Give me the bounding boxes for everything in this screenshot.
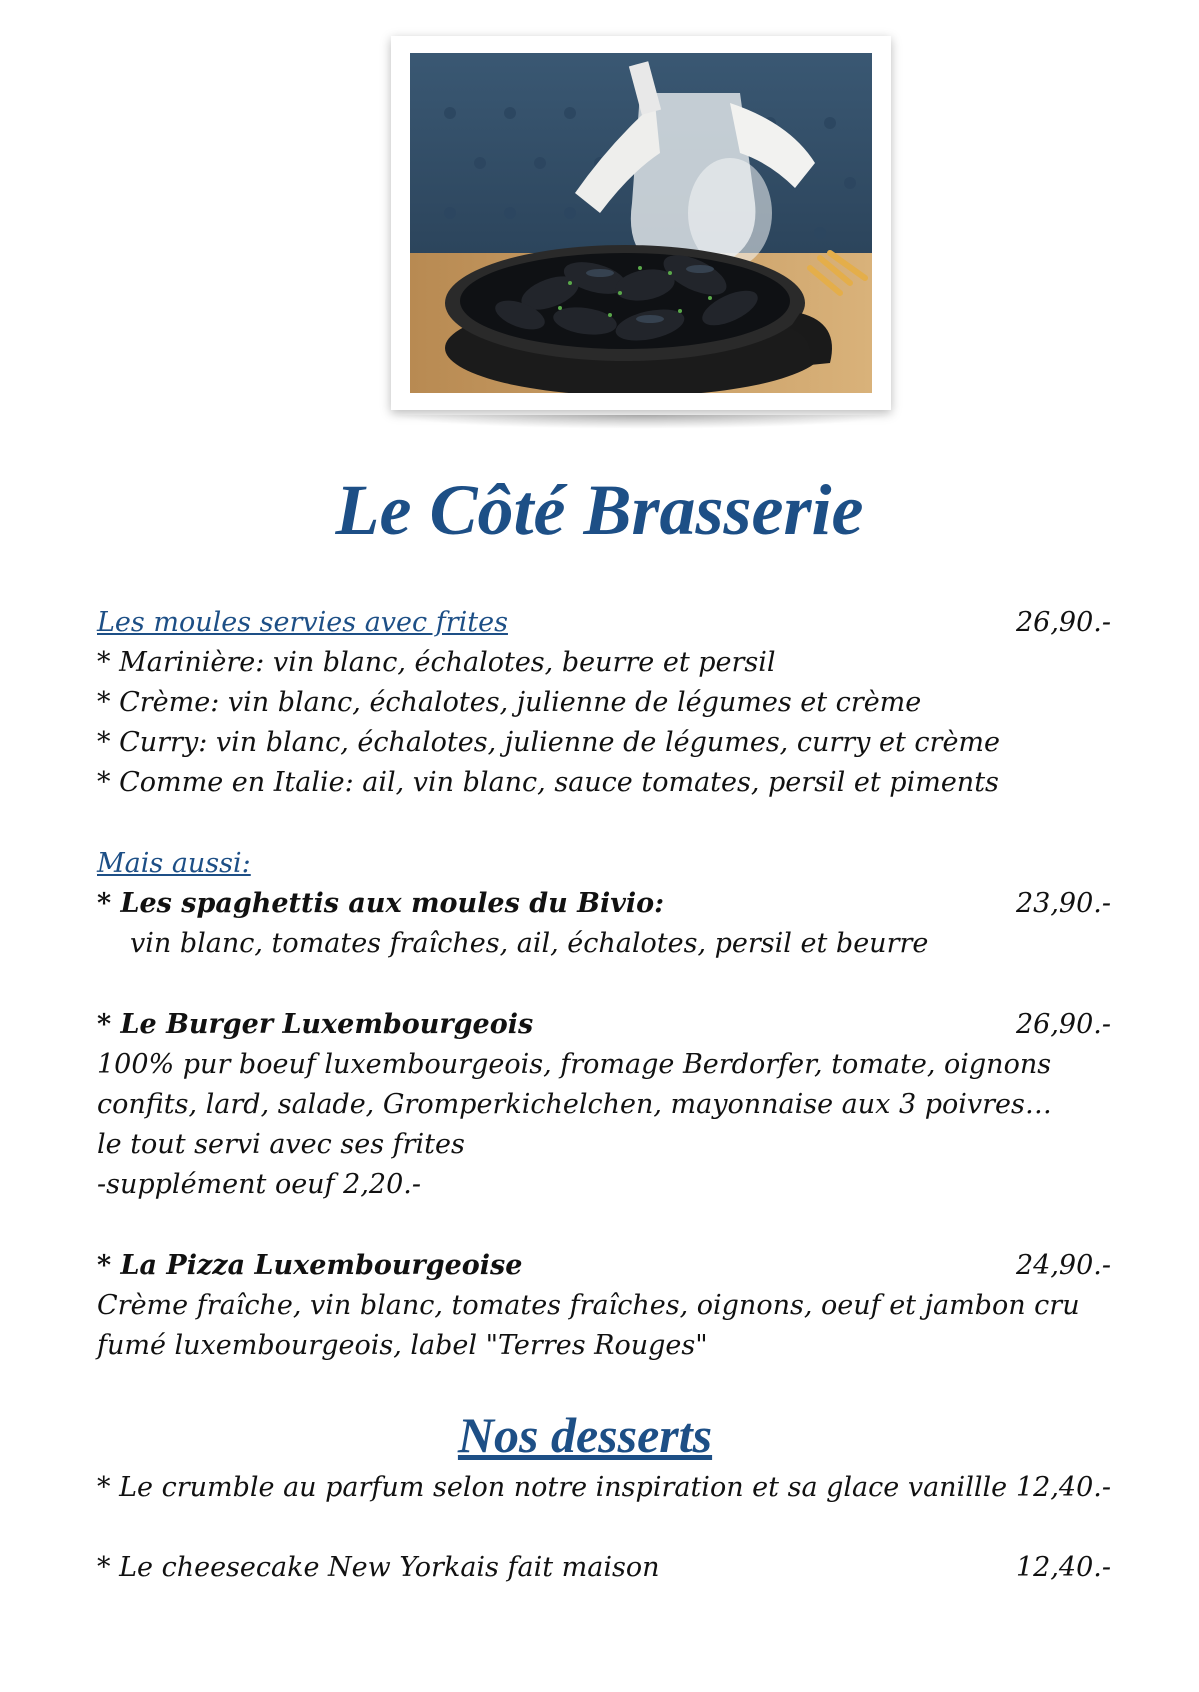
burger-price: 26,90.- xyxy=(1015,1009,1111,1040)
burger-name: * Le Burger Luxembourgeois xyxy=(97,1009,534,1040)
moules-item-italie: * Comme en Italie: ail, vin blanc, sauce tomates, persil et piments xyxy=(97,767,999,798)
burger-egg-supplement: -supplément oeuf 2,20.- xyxy=(97,1169,421,1200)
moules-price: 26,90.- xyxy=(1015,607,1111,638)
pizza-description-line: Crème fraîche, vin blanc, tomates fraîches, oignons, oeuf et jambon cru xyxy=(97,1290,1080,1321)
spaghetti-description: vin blanc, tomates fraîches, ail, échalotes, persil et beurre xyxy=(130,928,929,959)
dessert-cheesecake: * Le cheesecake New Yorkais fait maison xyxy=(97,1552,660,1583)
dessert-crumble-price: 12,40.- xyxy=(1015,1472,1111,1503)
burger-description-line: confits, lard, salade, Gromperkichelchen, mayonnaise aux 3 poivres… xyxy=(97,1089,1052,1120)
pizza-name: * La Pizza Luxembourgeoise xyxy=(97,1250,523,1281)
spaghetti-name: * Les spaghettis aux moules du Bivio: xyxy=(97,888,665,919)
photo-shadow xyxy=(390,415,892,429)
dessert-crumble: * Le crumble au parfum selon notre inspiration et sa glace vanillle xyxy=(97,1472,1008,1503)
pizza-description-line: fumé luxembourgeois, label "Terres Rouges" xyxy=(97,1330,708,1361)
desserts-heading: Nos desserts xyxy=(457,1407,713,1463)
moules-item-curry: * Curry: vin blanc, échalotes, julienne de légumes, curry et crème xyxy=(97,727,1000,758)
spaghetti-price: 23,90.- xyxy=(1015,888,1111,919)
moules-item-mariniere: * Marinière: vin blanc, échalotes, beurre et persil xyxy=(97,647,776,678)
burger-description-line: le tout servi avec ses frites xyxy=(97,1129,465,1160)
burger-description-line: 100% pur boeuf luxembourgeois, fromage Berdorfer, tomate, oignons xyxy=(97,1049,1052,1080)
mussels-photo xyxy=(410,53,872,393)
mussels-photo-frame xyxy=(391,36,891,410)
pizza-price: 24,90.- xyxy=(1015,1250,1111,1281)
page-title: Le Côté Brasserie xyxy=(335,470,864,550)
dessert-cheesecake-price: 12,40.- xyxy=(1015,1552,1111,1583)
moules-heading: Les moules servies avec frites xyxy=(97,607,508,638)
aussi-heading: Mais aussi: xyxy=(97,848,251,879)
moules-item-creme: * Crème: vin blanc, échalotes, julienne de légumes et crème xyxy=(97,687,922,718)
